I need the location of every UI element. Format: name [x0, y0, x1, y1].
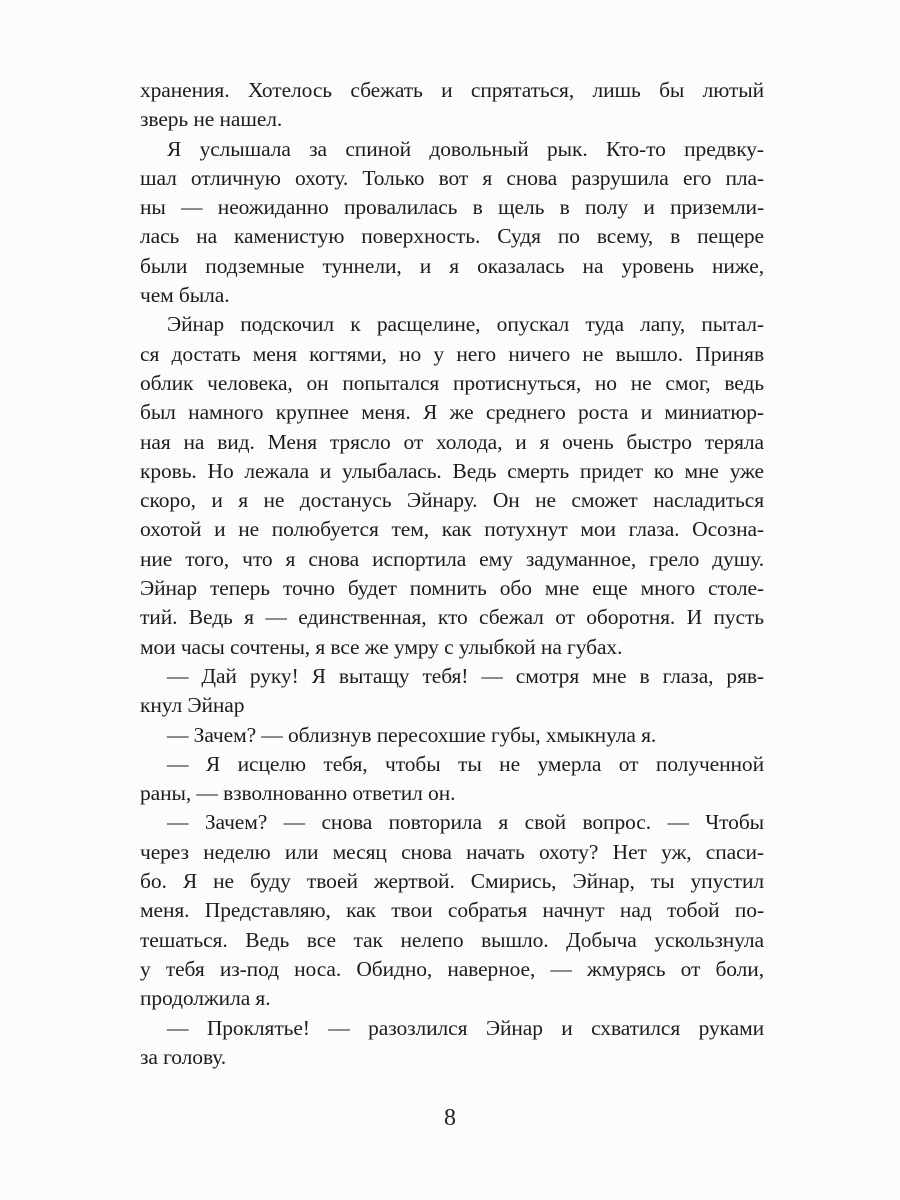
text-line: охотой и не полюбуется тем, как потухнут мои глаза. Осозна- [140, 517, 764, 542]
paragraph [140, 135, 764, 311]
text-line: — Зачем? — облизнув пересохшие губы, хмыкнула я. [167, 722, 657, 747]
text-line: ние того, что я снова испортила ему задуманное, грело душу. [140, 546, 764, 571]
page-number: 8 [444, 1105, 456, 1131]
text-line: зверь не нашел. [140, 107, 283, 132]
text-line: у тебя из-под носа. Обидно, наверное, — жмурясь от боли, [140, 956, 764, 981]
text-line: был намного крупнее меня. Я же среднего роста и миниатюр- [140, 400, 764, 425]
paragraph [140, 1014, 764, 1073]
text-line: шал отличную охоту. Только вот я снова разрушила его пла- [140, 165, 764, 190]
paragraph [140, 808, 764, 1013]
text-line: кровь. Но лежала и улыбалась. Ведь смерть придет ко мне уже [140, 458, 764, 483]
text-line: — Дай руку! Я вытащу тебя! — смотря мне в глаза, ряв- [167, 663, 764, 688]
paragraph [140, 750, 764, 809]
text-line: продолжила я. [140, 986, 271, 1011]
text-line: хранения. Хотелось сбежать и спрятаться, лишь бы лютый [140, 78, 764, 102]
paragraph [140, 662, 764, 721]
text-line: меня. Представляю, как твои собратья начнут над тобой по- [140, 898, 764, 923]
paragraph [140, 310, 764, 662]
text-line: ны — неожиданно провалилась в щель в полу и приземли- [140, 195, 764, 220]
text-line: Эйнар теперь точно будет помнить обо мне еще много столе- [140, 576, 764, 601]
paragraph [140, 76, 764, 135]
text-line: ся достать меня когтями, но у него ничего не вышло. Приняв [140, 341, 764, 366]
text-line: — Я исцелю тебя, чтобы ты не умерла от полученной [167, 751, 764, 776]
paragraph [140, 721, 764, 750]
text-line: мои часы сочтены, я все же умру с улыбкой на губах. [140, 634, 623, 659]
text-line: тешаться. Ведь все так нелепо вышло. Добыча ускользнула [140, 927, 764, 952]
text-line: раны, — взволнованно ответил он. [140, 781, 456, 806]
text-line: Я услышала за спиной довольный рык. Кто-то предвку- [167, 136, 764, 161]
text-line: тий. Ведь я — единственная, кто сбежал от оборотня. И пусть [140, 605, 764, 630]
text-line: лась на каменистую поверхность. Судя по всему, в пещере [140, 224, 764, 249]
page-text [140, 76, 764, 1072]
text-line: за голову. [140, 1044, 227, 1069]
text-line: ная на вид. Меня трясло от холода, и я очень быстро теряла [140, 429, 764, 454]
text-line: Эйнар подскочил к расщелине, опускал туда лапу, пытал- [167, 312, 764, 337]
text-line: кнул Эйнар [140, 693, 245, 718]
text-line: скоро, и я не достанусь Эйнару. Он не сможет насладиться [140, 488, 764, 513]
text-line: — Проклятье! — разозлился Эйнар и схватился руками [167, 1015, 764, 1040]
text-line: бо. Я не буду твоей жертвой. Смирись, Эйнар, ты упустил [140, 869, 764, 894]
text-line: чем была. [140, 283, 230, 308]
text-line: через неделю или месяц снова начать охоту? Нет уж, спаси- [140, 839, 764, 864]
text-line: — Зачем? — снова повторила я свой вопрос. — Чтобы [167, 810, 764, 835]
text-line: были подземные туннели, и я оказалась на уровень ниже, [140, 253, 764, 278]
text-line: облик человека, он попытался протиснуться, но не смог, ведь [140, 370, 764, 395]
